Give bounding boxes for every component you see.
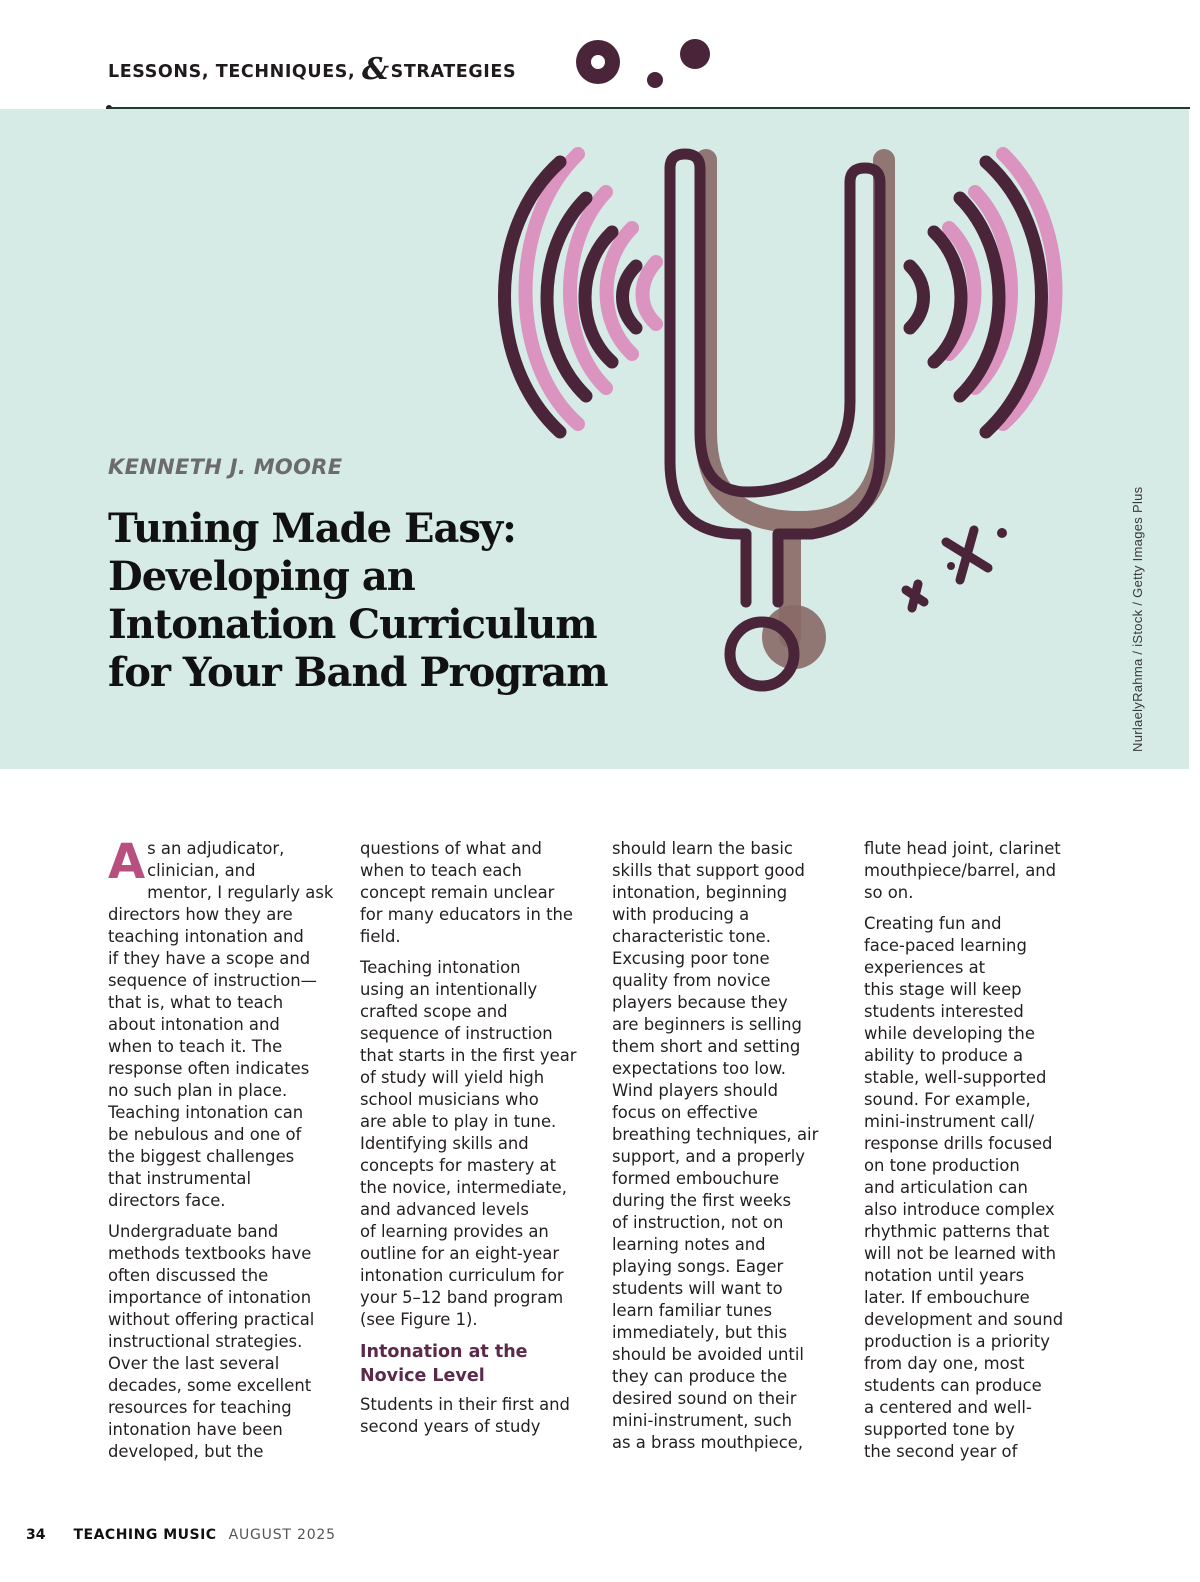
text-line: that is, what to teach bbox=[108, 993, 284, 1012]
text-line: notation until years bbox=[864, 1266, 1025, 1285]
text-line: the biggest challenges bbox=[108, 1147, 295, 1166]
text-line: Creating fun and bbox=[864, 914, 1002, 933]
text-line: breathing techniques, air bbox=[612, 1125, 819, 1144]
text-line: (see Figure 1). bbox=[360, 1310, 478, 1329]
text-line: field. bbox=[360, 927, 401, 946]
text-line: Wind players should bbox=[612, 1081, 778, 1100]
text-line: learn familiar tunes bbox=[612, 1301, 772, 1320]
text-line: of learning provides an bbox=[360, 1222, 549, 1241]
text-line: from day one, most bbox=[864, 1354, 1025, 1373]
text-line: this stage will keep bbox=[864, 980, 1022, 999]
text-line: support, and a properly bbox=[612, 1147, 805, 1166]
text-line: methods textbooks have bbox=[108, 1244, 312, 1263]
text-line: rhythmic patterns that bbox=[864, 1222, 1050, 1241]
text-line: so on. bbox=[864, 883, 914, 902]
text-line: experiences at bbox=[864, 958, 986, 977]
title-line: Intonation Curriculum bbox=[108, 601, 597, 648]
text-line: intonation have been bbox=[108, 1420, 283, 1439]
text-line: clinician, and bbox=[147, 861, 256, 880]
text-line: Undergraduate band bbox=[108, 1222, 279, 1241]
text-line: Over the last several bbox=[108, 1354, 280, 1373]
text-line: development and sound bbox=[864, 1310, 1064, 1329]
text-line: without offering practical bbox=[108, 1310, 315, 1329]
text-line: formed embouchure bbox=[612, 1169, 780, 1188]
text-line: desired sound on their bbox=[612, 1389, 797, 1408]
text-line: Teaching intonation bbox=[360, 958, 521, 977]
section-subhead bbox=[360, 1340, 582, 1388]
text-line: learning notes and bbox=[612, 1235, 766, 1254]
text-line: expectations too low. bbox=[612, 1059, 786, 1078]
text-line: of instruction, not on bbox=[612, 1213, 784, 1232]
paragraph bbox=[612, 838, 834, 1454]
text-line: s an adjudicator, bbox=[147, 839, 285, 858]
text-line: should be avoided until bbox=[612, 1345, 804, 1364]
text-line: later. If embouchure bbox=[864, 1288, 1030, 1307]
text-line: stable, well-supported bbox=[864, 1068, 1047, 1087]
drop-cap: A bbox=[108, 834, 146, 890]
text-line: skills that support good bbox=[612, 861, 805, 880]
article-column-3 bbox=[612, 838, 834, 1463]
text-line: the second year of bbox=[864, 1442, 1018, 1461]
text-line: will not be learned with bbox=[864, 1244, 1057, 1263]
article-column-1 bbox=[108, 834, 334, 1472]
text-line: be nebulous and one of bbox=[108, 1125, 302, 1144]
article-title bbox=[108, 505, 628, 697]
text-line: teaching intonation and bbox=[108, 927, 304, 946]
text-line: during the first weeks bbox=[612, 1191, 792, 1210]
text-line: when to teach each bbox=[360, 861, 522, 880]
paragraph bbox=[360, 838, 582, 948]
text-line: that starts in the first year bbox=[360, 1046, 577, 1065]
title-line: Developing an bbox=[108, 553, 415, 600]
issue-date: AUGUST 2025 bbox=[228, 1527, 336, 1543]
text-line: outline for an eight-year bbox=[360, 1244, 560, 1263]
subhead-line: Intonation at the bbox=[360, 1342, 528, 1362]
text-line: intonation curriculum for bbox=[360, 1266, 564, 1285]
photo-credit: NurlaelyRahma / iStock / Getty Images Plus bbox=[1130, 486, 1145, 752]
decorative-dots-icon bbox=[560, 30, 730, 100]
title-line: Tuning Made Easy: bbox=[108, 505, 516, 552]
title-line: for Your Band Program bbox=[108, 649, 608, 696]
text-line: ability to produce a bbox=[864, 1046, 1024, 1065]
text-line: using an intentionally bbox=[360, 980, 538, 999]
paragraph bbox=[108, 834, 334, 1212]
text-line: that instrumental bbox=[108, 1169, 251, 1188]
paragraph bbox=[360, 957, 582, 1331]
text-line: face-paced learning bbox=[864, 936, 1027, 955]
text-line: students will want to bbox=[612, 1279, 783, 1298]
text-line: response drills focused bbox=[864, 1134, 1053, 1153]
text-line: sequence of instruction bbox=[360, 1024, 553, 1043]
page-number: 34 bbox=[26, 1527, 46, 1543]
paragraph bbox=[108, 1221, 330, 1463]
text-line: students interested bbox=[864, 1002, 1024, 1021]
text-line: while developing the bbox=[864, 1024, 1035, 1043]
paragraph bbox=[864, 838, 1086, 904]
text-line: are able to play in tune. bbox=[360, 1112, 557, 1131]
text-line: focus on effective bbox=[612, 1103, 758, 1122]
section-label bbox=[108, 52, 517, 87]
text-line: if they have a scope and bbox=[108, 949, 311, 968]
text-line: developed, but the bbox=[108, 1442, 264, 1461]
text-line: no such plan in place. bbox=[108, 1081, 288, 1100]
text-line: with producing a bbox=[612, 905, 750, 924]
text-line: sequence of instruction— bbox=[108, 971, 318, 990]
text-line: Students in their first and bbox=[360, 1395, 570, 1414]
magazine-name: TEACHING MUSIC bbox=[73, 1527, 217, 1543]
page-footer bbox=[26, 1527, 336, 1543]
text-line: for many educators in the bbox=[360, 905, 573, 924]
text-line: supported tone by bbox=[864, 1420, 1015, 1439]
text-line: and advanced levels bbox=[360, 1200, 529, 1219]
text-line: mentor, I regularly ask bbox=[147, 883, 334, 902]
text-line: as a brass mouthpiece, bbox=[612, 1433, 804, 1452]
author-byline: KENNETH J. MOORE bbox=[108, 455, 343, 479]
paragraph bbox=[360, 1394, 582, 1438]
text-line: decades, some excellent bbox=[108, 1376, 312, 1395]
text-line: sound. For example, bbox=[864, 1090, 1031, 1109]
text-line: the novice, intermediate, bbox=[360, 1178, 567, 1197]
text-line: concept remain unclear bbox=[360, 883, 555, 902]
text-line: quality from novice bbox=[612, 971, 771, 990]
text-line: directors how they are bbox=[108, 905, 293, 924]
text-line: immediately, but this bbox=[612, 1323, 788, 1342]
text-line: intonation, beginning bbox=[612, 883, 788, 902]
section-label-part1: LESSONS, TECHNIQUES, bbox=[108, 62, 356, 82]
text-line: production is a priority bbox=[864, 1332, 1050, 1351]
text-line: them short and setting bbox=[612, 1037, 801, 1056]
text-line: when to teach it. The bbox=[108, 1037, 283, 1056]
text-line: they can produce the bbox=[612, 1367, 788, 1386]
text-line: Identifying skills and bbox=[360, 1134, 529, 1153]
text-line: response often indicates bbox=[108, 1059, 310, 1078]
text-line: should learn the basic bbox=[612, 839, 793, 858]
text-line: on tone production bbox=[864, 1156, 1020, 1175]
section-label-part2: STRATEGIES bbox=[390, 62, 517, 82]
text-line: your 5–12 band program bbox=[360, 1288, 564, 1307]
text-line: crafted scope and bbox=[360, 1002, 508, 1021]
text-line: flute head joint, clarinet bbox=[864, 839, 1061, 858]
article-column-4 bbox=[864, 838, 1086, 1472]
text-line: about intonation and bbox=[108, 1015, 280, 1034]
text-line: often discussed the bbox=[108, 1266, 269, 1285]
text-line: students can produce bbox=[864, 1376, 1042, 1395]
article-column-2 bbox=[360, 838, 582, 1447]
text-line: are beginners is selling bbox=[612, 1015, 802, 1034]
ampersand: & bbox=[361, 52, 390, 87]
text-line: players because they bbox=[612, 993, 788, 1012]
text-line: and articulation can bbox=[864, 1178, 1028, 1197]
text-line: directors face. bbox=[108, 1191, 226, 1210]
text-line: school musicians who bbox=[360, 1090, 539, 1109]
text-line: of study will yield high bbox=[360, 1068, 545, 1087]
text-line: a centered and well- bbox=[864, 1398, 1032, 1417]
text-line: questions of what and bbox=[360, 839, 542, 858]
paragraph bbox=[864, 913, 1086, 1463]
text-line: resources for teaching bbox=[108, 1398, 292, 1417]
text-line: Excusing poor tone bbox=[612, 949, 770, 968]
text-line: mini-instrument, such bbox=[612, 1411, 793, 1430]
text-line: instructional strategies. bbox=[108, 1332, 303, 1351]
text-line: second years of study bbox=[360, 1417, 541, 1436]
text-line: mini-instrument call/ bbox=[864, 1112, 1035, 1131]
text-line: concepts for mastery at bbox=[360, 1156, 557, 1175]
text-line: mouthpiece/barrel, and bbox=[864, 861, 1057, 880]
text-line: Teaching intonation can bbox=[108, 1103, 304, 1122]
subhead-line: Novice Level bbox=[360, 1366, 485, 1386]
text-line: importance of intonation bbox=[108, 1288, 312, 1307]
text-line: playing songs. Eager bbox=[612, 1257, 784, 1276]
text-line: also introduce complex bbox=[864, 1200, 1055, 1219]
text-line: characteristic tone. bbox=[612, 927, 771, 946]
